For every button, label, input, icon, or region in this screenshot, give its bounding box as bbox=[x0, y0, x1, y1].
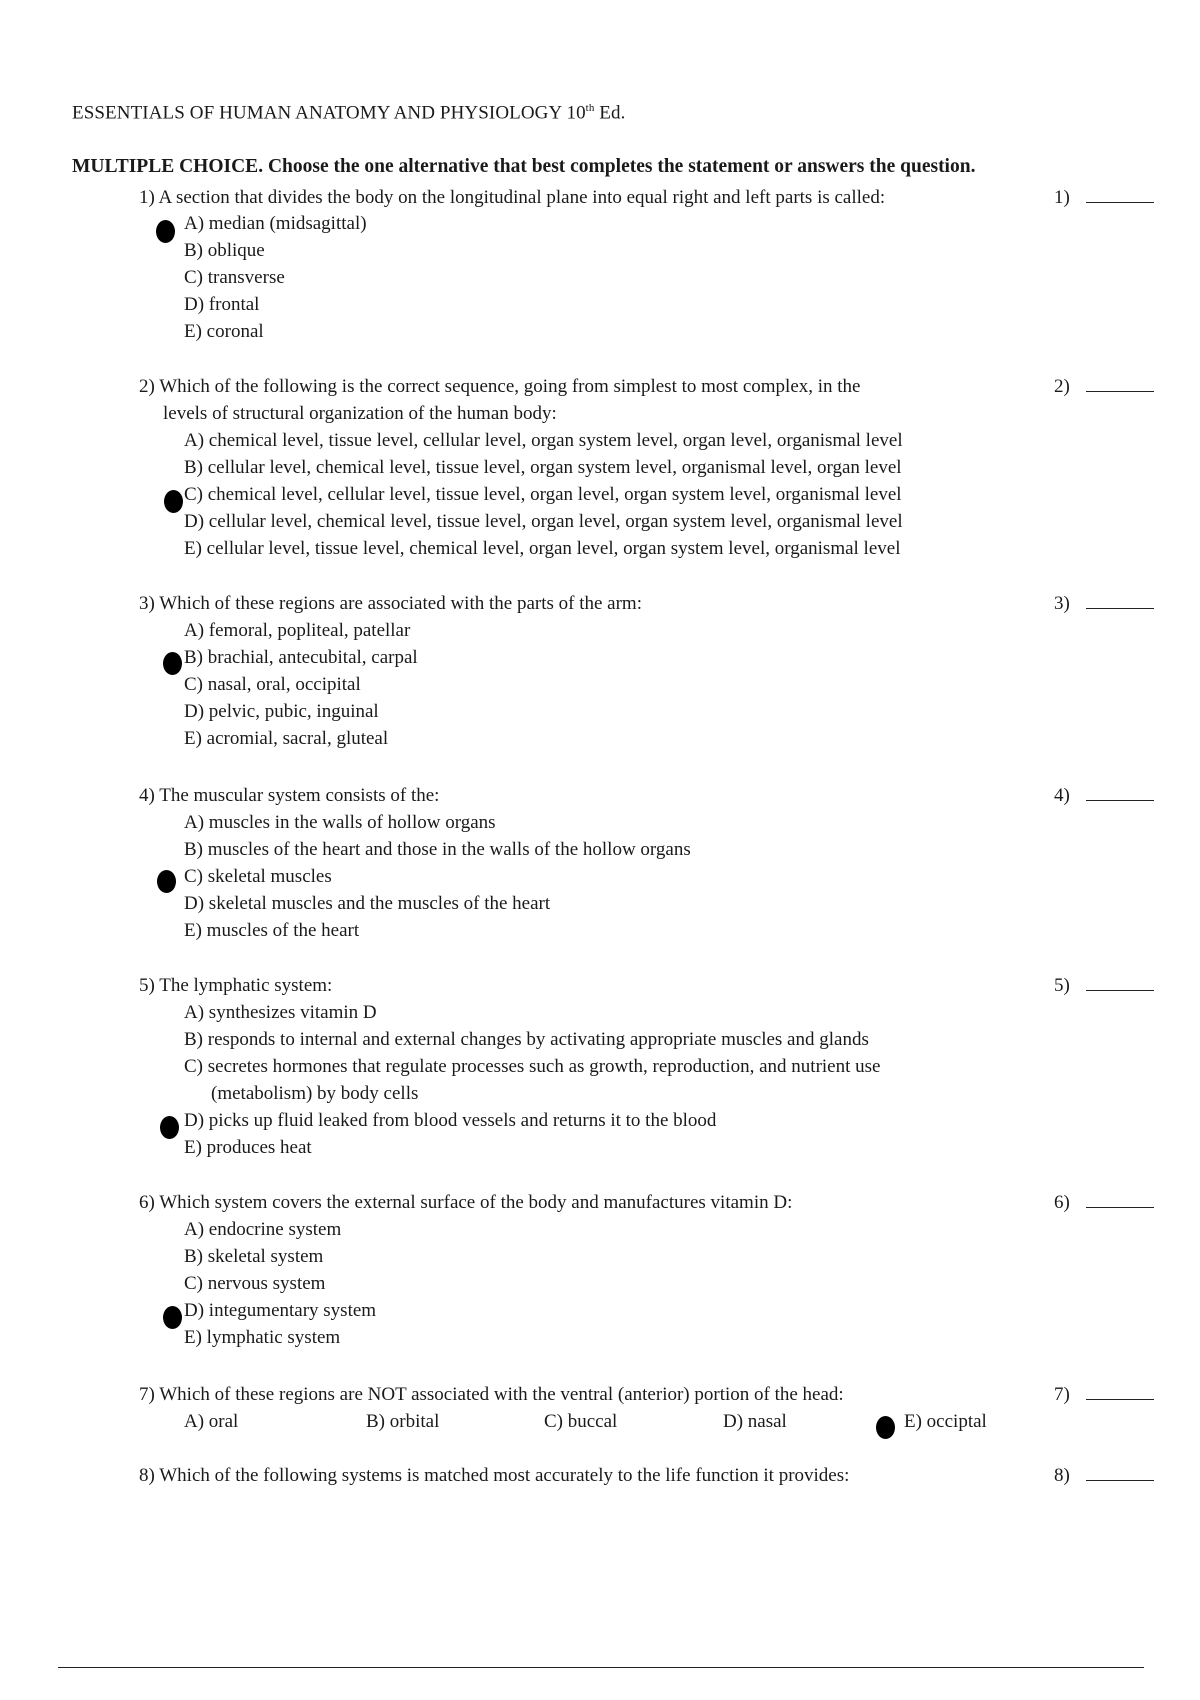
choice-e[interactable]: E) coronal bbox=[184, 321, 264, 342]
footer-divider bbox=[58, 1667, 1144, 1668]
choice-c[interactable]: C) chemical level, cellular level, tissue level, organ level, organ system level, organismal level bbox=[184, 484, 902, 505]
answer-blank[interactable] bbox=[1086, 1191, 1154, 1208]
answer-blank[interactable] bbox=[1086, 784, 1154, 801]
document-header bbox=[72, 102, 625, 124]
choice-d[interactable]: D) frontal bbox=[184, 294, 260, 315]
answer-number: 3) bbox=[1054, 593, 1070, 614]
question-text: 4) The muscular system consists of the: bbox=[139, 785, 440, 806]
answer-slot bbox=[1054, 373, 1154, 400]
answer-mark-filled bbox=[876, 1416, 895, 1439]
answer-number: 7) bbox=[1054, 1384, 1070, 1405]
question-text: 6) Which system covers the external surface of the body and manufactures vitamin D: bbox=[139, 1192, 793, 1213]
choice-e[interactable]: E) muscles of the heart bbox=[184, 920, 360, 941]
choice-a[interactable]: A) muscles in the walls of hollow organs bbox=[184, 812, 496, 833]
answer-mark-filled bbox=[157, 870, 176, 893]
header-title-edition: Ed. bbox=[594, 102, 626, 124]
choice-b[interactable]: B) oblique bbox=[184, 240, 265, 261]
answer-slot bbox=[1054, 1462, 1154, 1489]
answer-number: 5) bbox=[1054, 975, 1070, 996]
answer-mark-filled bbox=[156, 220, 175, 243]
answer-slot bbox=[1054, 590, 1154, 617]
answer-slot bbox=[1054, 1381, 1154, 1408]
choice-c[interactable]: C) transverse bbox=[184, 267, 285, 288]
choice-c[interactable]: C) buccal bbox=[544, 1411, 618, 1432]
choice-c-continued: (metabolism) by body cells bbox=[211, 1083, 419, 1104]
answer-blank[interactable] bbox=[1086, 1464, 1154, 1481]
choice-a[interactable]: A) femoral, popliteal, patellar bbox=[184, 620, 411, 641]
question-text: 1) A section that divides the body on the longitudinal plane into equal right and left parts is called: bbox=[139, 187, 886, 208]
choice-c[interactable]: C) nervous system bbox=[184, 1273, 326, 1294]
choice-a[interactable]: A) endocrine system bbox=[184, 1219, 342, 1240]
answer-mark-filled bbox=[163, 1306, 182, 1329]
answer-blank[interactable] bbox=[1086, 186, 1154, 203]
choice-b[interactable]: B) skeletal system bbox=[184, 1246, 324, 1267]
choice-d[interactable]: D) skeletal muscles and the muscles of the heart bbox=[184, 893, 551, 914]
answer-mark-filled bbox=[164, 490, 183, 513]
choice-d[interactable]: D) nasal bbox=[723, 1411, 787, 1432]
choice-e[interactable]: E) acromial, sacral, gluteal bbox=[184, 728, 389, 749]
answer-slot bbox=[1054, 782, 1154, 809]
choice-a[interactable]: A) oral bbox=[184, 1411, 239, 1432]
choice-b[interactable]: B) cellular level, chemical level, tissue level, organ system level, organismal level, organ level bbox=[184, 457, 902, 478]
choice-a[interactable]: A) synthesizes vitamin D bbox=[184, 1002, 377, 1023]
choice-d[interactable]: D) cellular level, chemical level, tissue level, organ level, organ system level, organismal level bbox=[184, 511, 903, 532]
answer-mark-filled bbox=[160, 1116, 179, 1139]
answer-number: 8) bbox=[1054, 1465, 1070, 1486]
header-title-superscript: th bbox=[585, 102, 595, 114]
header-title: ESSENTIALS OF HUMAN ANATOMY AND PHYSIOLOGY 10 bbox=[72, 102, 586, 124]
choice-c[interactable] bbox=[184, 1053, 880, 1107]
choice-b[interactable]: B) orbital bbox=[366, 1411, 440, 1432]
answer-blank[interactable] bbox=[1086, 375, 1154, 392]
answer-mark-filled bbox=[163, 652, 182, 675]
answer-blank[interactable] bbox=[1086, 592, 1154, 609]
answer-slot bbox=[1054, 184, 1154, 211]
choice-b[interactable]: B) brachial, antecubital, carpal bbox=[184, 647, 418, 668]
choice-b[interactable]: B) responds to internal and external changes by activating appropriate muscles and glands bbox=[184, 1029, 869, 1050]
choice-d[interactable]: D) integumentary system bbox=[184, 1300, 377, 1321]
answer-slot bbox=[1054, 1189, 1154, 1216]
instructions: MULTIPLE CHOICE. Choose the one alternative that best completes the statement or answers the question. bbox=[72, 156, 976, 177]
choice-e[interactable]: E) lymphatic system bbox=[184, 1327, 341, 1348]
question-text: 7) Which of these regions are NOT associated with the ventral (anterior) portion of the head: bbox=[139, 1384, 844, 1405]
choice-c-line: C) secretes hormones that regulate processes such as growth, reproduction, and nutrient use bbox=[184, 1056, 881, 1077]
choice-c[interactable]: C) skeletal muscles bbox=[184, 866, 332, 887]
answer-number: 6) bbox=[1054, 1192, 1070, 1213]
question-text-continued: levels of structural organization of the human body: bbox=[163, 403, 557, 424]
question-text: 5) The lymphatic system: bbox=[139, 975, 333, 996]
answer-blank[interactable] bbox=[1086, 1383, 1154, 1400]
question-text: 8) Which of the following systems is matched most accurately to the life function it provides: bbox=[139, 1465, 850, 1486]
choice-d[interactable]: D) pelvic, pubic, inguinal bbox=[184, 701, 379, 722]
choice-a[interactable]: A) median (midsagittal) bbox=[184, 213, 367, 234]
question-text: 3) Which of these regions are associated with the parts of the arm: bbox=[139, 593, 642, 614]
choice-e[interactable]: E) cellular level, tissue level, chemical level, organ level, organ system level, organismal level bbox=[184, 538, 901, 559]
answer-number: 2) bbox=[1054, 376, 1070, 397]
question-text bbox=[139, 373, 1019, 427]
choice-e[interactable]: E) produces heat bbox=[184, 1137, 312, 1158]
answer-blank[interactable] bbox=[1086, 974, 1154, 991]
choice-a[interactable]: A) chemical level, tissue level, cellular level, organ system level, organ level, organismal level bbox=[184, 430, 903, 451]
choice-b[interactable]: B) muscles of the heart and those in the walls of the hollow organs bbox=[184, 839, 691, 860]
choice-d[interactable]: D) picks up fluid leaked from blood vessels and returns it to the blood bbox=[184, 1110, 717, 1131]
choice-e[interactable]: E) occiptal bbox=[904, 1411, 987, 1432]
answer-slot bbox=[1054, 972, 1154, 999]
question-text-line: 2) Which of the following is the correct sequence, going from simplest to most complex, in the bbox=[139, 376, 861, 397]
answer-number: 1) bbox=[1054, 187, 1070, 208]
choice-c[interactable]: C) nasal, oral, occipital bbox=[184, 674, 361, 695]
answer-number: 4) bbox=[1054, 785, 1070, 806]
